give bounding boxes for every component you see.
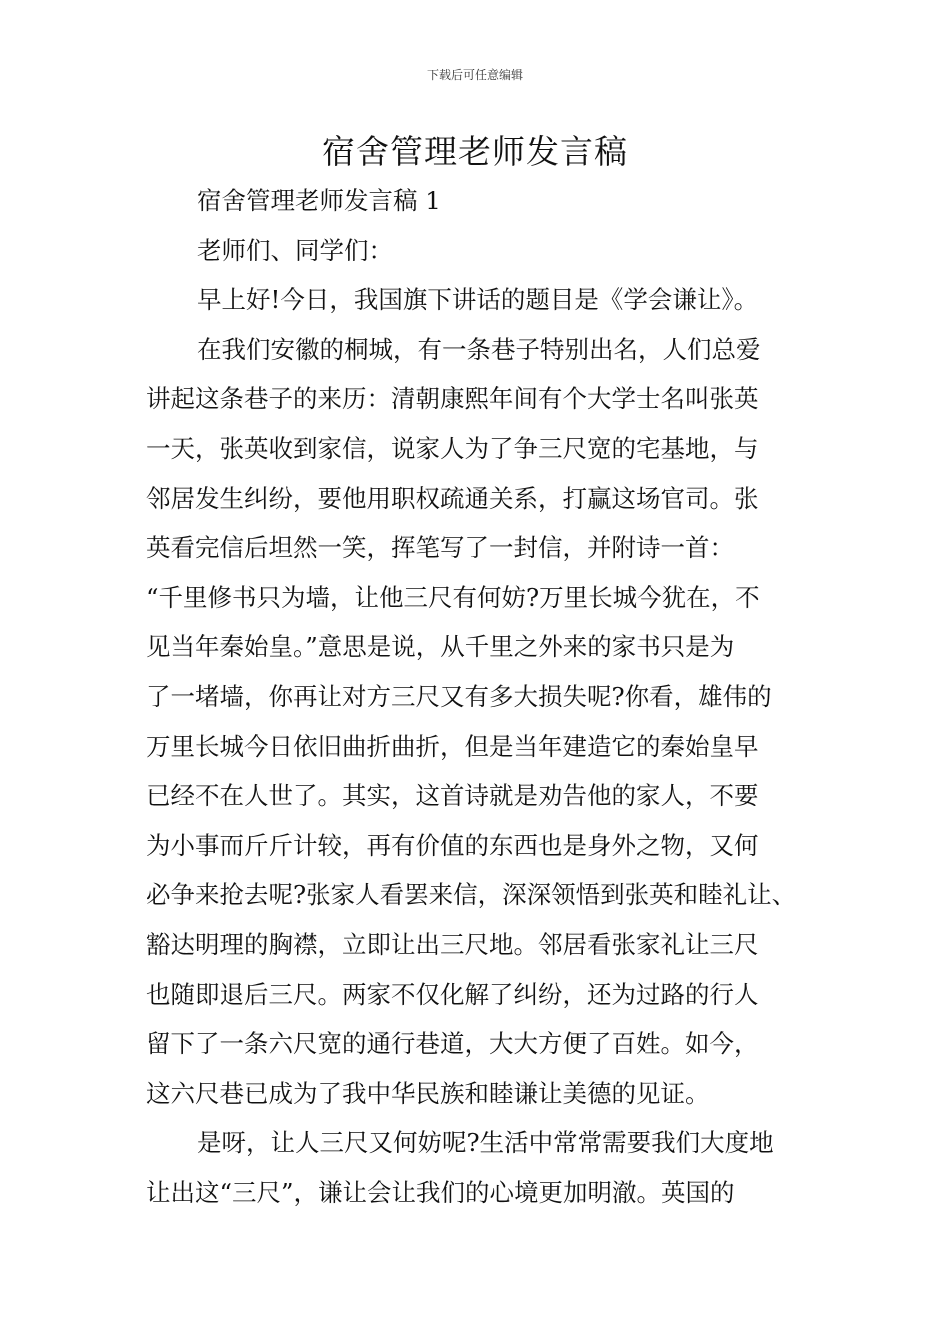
text-line: 讲起这条巷子的来历：清朝康熙年间有个大学士名叫张英 — [146, 384, 759, 414]
text-line: 为小事而斤斤计较，再有价值的东西也是身外之物，又何 — [146, 830, 759, 860]
text-line: 宿舍管理老师发言稿 1 — [197, 186, 441, 215]
text-line: 已经不在人世了。其实，这首诗就是劝告他的家人，不要 — [146, 781, 759, 811]
text-line: 这六尺巷已成为了我中华民族和睦谦让美德的见证。 — [146, 1078, 710, 1108]
text-line: 老师们、同学们： — [197, 235, 393, 265]
text-line: 早上好!今日，我国旗下讲话的题目是《学会谦让》。 — [197, 285, 759, 315]
text-line: 了一堵墙，你再让对方三尺又有多大损失呢?你看，雄伟的 — [146, 681, 772, 711]
text-line: 邻居发生纠纷，要他用职权疏通关系，打赢这场官司。张 — [146, 483, 759, 513]
text-line: 也随即退后三尺。两家不仅化解了纠纷，还为过路的行人 — [146, 979, 759, 1009]
text-line: 万里长城今日依旧曲折曲折，但是当年建造它的秦始皇早 — [146, 731, 759, 761]
text-line: 英看完信后坦然一笑，挥笔写了一封信，并附诗一首： — [146, 533, 734, 563]
text-line: 一天，张英收到家信，说家人为了争三尺宽的宅基地，与 — [146, 433, 759, 463]
header-note: 下载后可任意编辑 — [426, 68, 523, 82]
document-title: 宿舍管理老师发言稿 — [322, 132, 628, 171]
text-line: 是呀，让人三尺又何妨呢?生活中常常需要我们大度地 — [197, 1128, 774, 1158]
text-line: 必争来抢去呢?张家人看罢来信，深深领悟到张英和睦礼让、 — [146, 880, 797, 910]
text-line: 在我们安徽的桐城，有一条巷子特别出名，人们总爱 — [197, 334, 761, 364]
text-line: 见当年秦始皇。”意思是说，从千里之外来的家书只是为 — [146, 632, 735, 662]
text-line: “千里修书只为墙，让他三尺有何妨?万里长城今犹在，不 — [146, 582, 760, 612]
text-line: 留下了一条六尺宽的通行巷道，大大方便了百姓。如今， — [146, 1029, 759, 1059]
document-body — [146, 176, 826, 1217]
text-line: 豁达明理的胸襟，立即让出三尺地。邻居看张家礼让三尺 — [146, 929, 759, 959]
text-line: 让出这“三尺”，谦让会让我们的心境更加明澈。英国的 — [146, 1177, 735, 1207]
